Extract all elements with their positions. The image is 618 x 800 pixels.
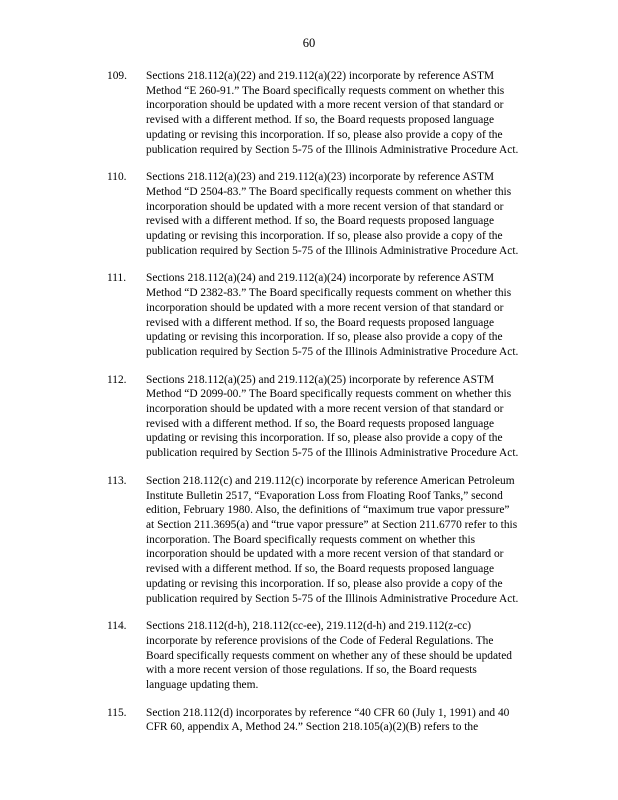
- text-line: Method “D 2504-83.” The Board specifically requests comment on whether this: [146, 185, 512, 198]
- paragraph-item: [107, 69, 547, 157]
- text-line: Section 218.112(d) incorporates by reference “40 CFR 60 (July 1, 1991) and 40: [146, 706, 510, 719]
- text-line: with a more recent version of those regulations. If so, the Board requests: [146, 664, 477, 677]
- text-line: Method “E 260-91.” The Board specifically requests comment on whether this: [146, 84, 505, 97]
- paragraph-text: [146, 170, 547, 258]
- paragraph-number: 111.: [107, 272, 127, 285]
- text-line: revised with a different method. If so, the Board requests proposed language: [146, 114, 495, 127]
- text-line: Sections 218.112(a)(22) and 219.112(a)(22) incorporate by reference ASTM: [146, 70, 495, 82]
- text-line: Sections 218.112(a)(25) and 219.112(a)(25) incorporate by reference ASTM: [146, 373, 495, 386]
- text-line: publication required by Section 5-75 of the Illinois Administrative Procedure Act.: [146, 143, 519, 156]
- text-line: Method “D 2099-00.” The Board specifically requests comment on whether this: [146, 388, 512, 401]
- text-line: Institute Bulletin 2517, “Evaporation Loss from Floating Roof Tanks,” second: [146, 489, 503, 502]
- text-line: updating or revising this incorporation. If so, please also provide a copy of the: [146, 331, 503, 344]
- paragraph-number: 114.: [107, 620, 127, 633]
- text-line: revised with a different method. If so, the Board requests proposed language: [146, 215, 495, 228]
- text-line: updating or revising this incorporation. If so, please also provide a copy of the: [146, 577, 503, 590]
- text-line: revised with a different method. If so, the Board requests proposed language: [146, 316, 495, 329]
- paragraph-number: 112.: [107, 373, 127, 386]
- text-line: publication required by Section 5-75 of the Illinois Administrative Procedure Act.: [146, 244, 519, 257]
- page-number: 60: [302, 36, 316, 50]
- text-line: Sections 218.112(d-h), 218.112(cc-ee), 219.112(d-h) and 219.112(z-cc): [146, 620, 472, 633]
- text-line: publication required by Section 5-75 of the Illinois Administrative Procedure Act.: [146, 447, 519, 460]
- paragraph-item: [107, 706, 547, 735]
- text-line: language updating them.: [146, 679, 259, 692]
- paragraph-item: [107, 271, 547, 359]
- paragraph-number: 110.: [107, 171, 127, 184]
- text-line: updating or revising this incorporation. If so, please also provide a copy of the: [146, 230, 503, 243]
- text-line: Board specifically requests comment on whether any of these should be updated: [146, 649, 512, 662]
- paragraph-item: [107, 170, 547, 258]
- text-line: updating or revising this incorporation. If so, please also provide a copy of the: [146, 128, 503, 141]
- text-line: incorporation should be updated with a more recent version of that standard or: [146, 548, 504, 561]
- text-line: Section 218.112(c) and 219.112(c) incorporate by reference American Petroleum: [146, 474, 515, 487]
- text-line: incorporation should be updated with a more recent version of that standard or: [146, 99, 504, 112]
- paragraph-item: [107, 474, 547, 606]
- paragraph-text: [146, 474, 547, 606]
- text-line: at Section 211.3695(a) and “true vapor pressure” at Section 211.6770 refer to this: [146, 518, 518, 531]
- text-line: updating or revising this incorporation. If so, please also provide a copy of the: [146, 432, 503, 445]
- paragraph-text: [146, 706, 547, 735]
- text-line: incorporation should be updated with a more recent version of that standard or: [146, 301, 504, 314]
- paragraph-item: [107, 373, 547, 461]
- text-line: incorporation should be updated with a more recent version of that standard or: [146, 403, 504, 416]
- numbered-paragraph-list: [107, 69, 547, 748]
- paragraph-text: [146, 69, 547, 157]
- text-line: revised with a different method. If so, the Board requests proposed language: [146, 563, 495, 576]
- text-line: CFR 60, appendix A, Method 24.” Section 218.105(a)(2)(B) refers to the: [146, 721, 479, 734]
- text-line: revised with a different method. If so, the Board requests proposed language: [146, 417, 495, 430]
- paragraph-text: [146, 271, 547, 359]
- paragraph-text: [146, 373, 547, 461]
- text-line: incorporate by reference provisions of the Code of Federal Regulations. The: [146, 634, 494, 647]
- text-line: publication required by Section 5-75 of the Illinois Administrative Procedure Act.: [146, 592, 519, 605]
- paragraph-number: 109.: [107, 70, 127, 82]
- paragraph-item: [107, 619, 547, 693]
- text-line: Sections 218.112(a)(23) and 219.112(a)(23) incorporate by reference ASTM: [146, 171, 495, 184]
- text-line: Sections 218.112(a)(24) and 219.112(a)(24) incorporate by reference ASTM: [146, 272, 495, 285]
- paragraph-number: 115.: [107, 706, 127, 719]
- paragraph-text: [146, 619, 547, 693]
- text-line: Method “D 2382-83.” The Board specifically requests comment on whether this: [146, 287, 512, 300]
- paragraph-number: 113.: [107, 474, 127, 487]
- text-line: publication required by Section 5-75 of the Illinois Administrative Procedure Act.: [146, 345, 519, 358]
- text-line: incorporation. The Board specifically requests comment on whether this: [146, 533, 476, 546]
- text-line: incorporation should be updated with a more recent version of that standard or: [146, 200, 504, 213]
- text-line: edition, February 1980. Also, the definitions of “maximum true vapor pressure”: [146, 504, 510, 517]
